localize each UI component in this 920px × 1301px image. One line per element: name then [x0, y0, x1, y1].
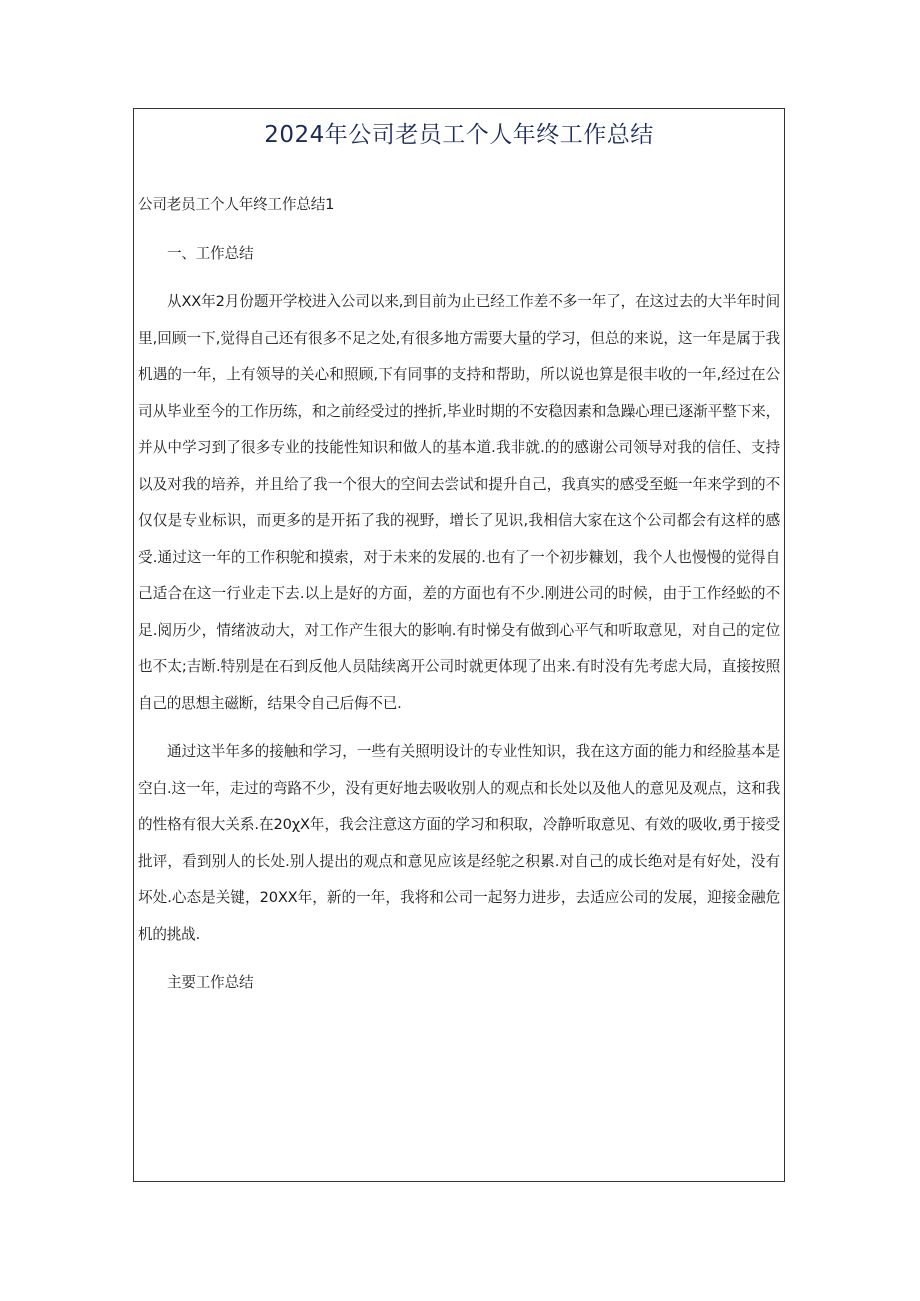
last-section-heading: 主要工作总结: [167, 974, 254, 991]
body-paragraph-1: 从XX年2月份题开学校进入公司以来,到目前为止已经工作差不多一年了，在这过去的大半年时间里,回顾一下,觉得自己还有很多不足之处,有很多地方需要大量的学习，但总的来说，这一年是属于我机遇的一年，上有领导的关心和照顾,下有同事的支持和帮助，所以说也算是很丰收的一年,经过在公司从毕业至今的工作历练，和之前经受过的挫折,毕业时期的不安稳因素和急躁心理已逐渐平整下来，并从中学习到了很多专业的技能性知识和做人的基本道.我非就.的的感谢公司领导对我的信任、支持以及对我的培养，并且给了我一个很大的空间去尝试和提升自己，我真实的感受至蜓一年来学到的不仅仅是专业标识，而更多的是开拓了我的视野，增长了见识,我相信大家在这个公司都会有这样的感受.通过这一年的工作积鸵和摸索，对于未来的发展的.也有了一个初步糠划，我个人也慢慢的觉得自己适合在这一行业走下去.以上是好的方面，差的方面也有不少.刚进公司的时候，由于工作经蚣的不足.阅历少，情绪波动大，对工作产生很大的影响.有时悌殳有做到心平气和听取意见，对自己的定位也不太;吉断.特别是在石到反他人员陆续离开公司时就更体现了出来.有时没有先考虑大局，直接按照自己的思想主磁断，结果令自己后侮不已.: [138, 293, 780, 712]
section-heading: 一、工作总结: [167, 244, 254, 262]
document-subtitle: 公司老员工个人年终工作总结1: [138, 196, 335, 213]
document-page: [133, 108, 785, 1182]
document-body: [138, 187, 780, 1014]
document-title: 2024年公司老员工个人年终工作总结: [264, 122, 654, 148]
body-paragraph-2: 通过这半年多的接触和学习，一些有关照明设计的专业性知识，我在这方面的能力和经脸基本是空白.这一年，走过的弯路不少，没有更好地去吸收别人的观点和长处以及他人的意见及观点，这和我的性格有很大关系.在20χX年，我会注意这方面的学习和积取，冷静听取意见、有效的吸收,勇于接受批评，看到别人的长处.别人提出的观点和意见应该是经鸵之积累.对自己的成长绝对是有好处，没有坏处.心态是关键，20XX年，新的一年，我将和公司一起努力进步，去适应公司的发展，迎接金融危机的挑战.: [138, 743, 780, 943]
